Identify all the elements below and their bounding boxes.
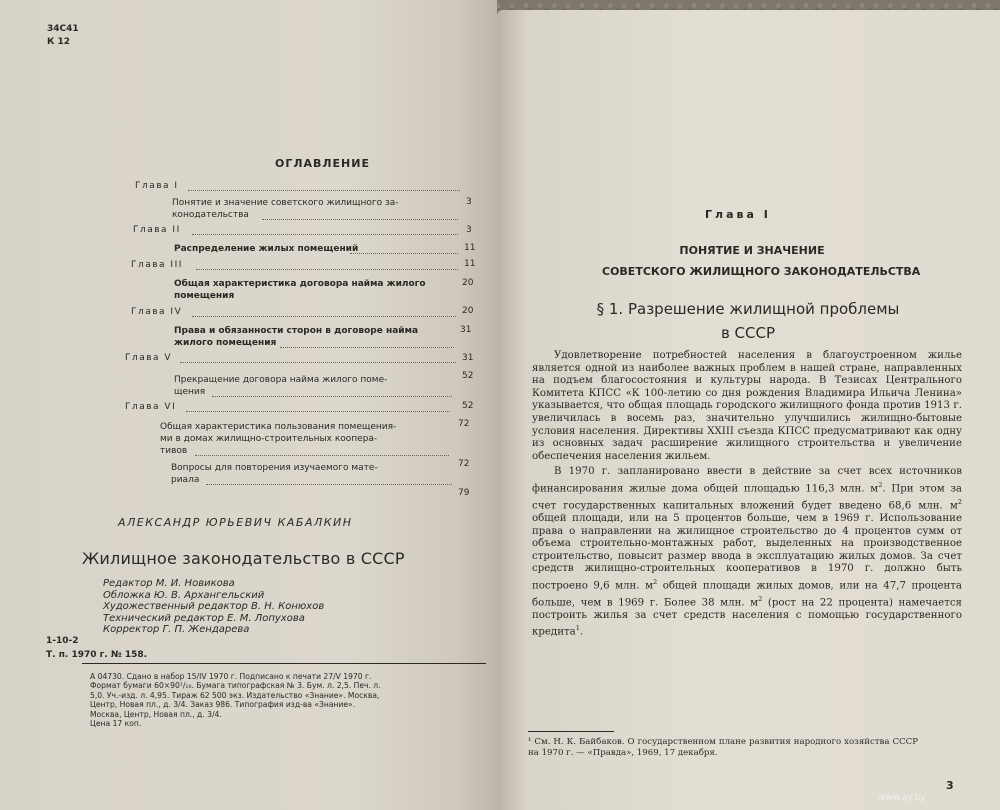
editorial-credits [103, 578, 324, 636]
toc-leader-dots [212, 396, 452, 397]
toc-item: щения [174, 387, 206, 397]
toc-item: Права и обязанности сторон в договоре найма [174, 326, 419, 336]
toc-chapter: Глава I [135, 181, 179, 191]
toc-item: тивов [160, 446, 188, 456]
chapter-title-line: СОВЕТСКОГО ЖИЛИЩНОГО ЗАКОНОДАТЕЛЬСТВА [602, 265, 921, 278]
toc-leader-dots [188, 190, 460, 191]
toc-item: ми в домах жилищно-строительных коопера- [160, 434, 378, 444]
toc-leader-dots [350, 253, 458, 254]
toc-leader-dots [195, 455, 449, 456]
author-mark: К 12 [47, 37, 71, 47]
classification-code: 34С41 [47, 24, 79, 34]
toc-chapter: Глава IV [131, 307, 183, 317]
toc-page-number: 11 [464, 259, 476, 269]
toc-leader-dots [192, 316, 456, 317]
index-mark: 1-10-2 [46, 636, 79, 646]
plan-mark: Т. п. 1970 г. № 158. [46, 650, 148, 660]
chapter-title [602, 240, 921, 282]
credit-line: Технический редактор Е. М. Лопухова [103, 612, 305, 624]
imprint-line: А 04730. Сдано в набор 15/IV 1970 г. Подписано к печати 27/V 1970 г. [90, 672, 372, 681]
toc-chapter: Глава VI [125, 402, 177, 412]
body-text [532, 350, 962, 639]
toc-item: Общая характеристика договора найма жилого [174, 279, 426, 289]
imprint-block [90, 672, 381, 728]
toc-leader-dots [262, 219, 458, 220]
toc-item: Вопросы для повторения изучаемого мате- [171, 463, 378, 473]
toc-item: риала [171, 475, 200, 485]
imprint-line: 5,0. Уч.-изд. л. 4,95. Тираж 62 500 экз. Издательство «Знание». Москва, [90, 690, 380, 700]
imprint-line: Формат бумаги 60×90¹/₁₆. Бумага типографская № 3. Бум. л. 2,5. Печ. л. [90, 681, 381, 691]
chapter-label: Глава I [705, 208, 771, 221]
toc-item: Общая характеристика пользования помещения- [160, 422, 397, 432]
toc-page-number: 79 [458, 488, 470, 498]
toc-page-number: 31 [462, 353, 474, 363]
toc-leader-dots [180, 362, 456, 363]
section-title [548, 297, 948, 345]
toc-leader-dots [196, 269, 458, 270]
toc-leader-dots [186, 411, 450, 412]
imprint-line: Центр, Новая пл., д. 3/4. Заказ 986. Типография изд-ва «Знание». [90, 700, 356, 710]
imprint-line: Москва, Центр, Новая пл., д. 3/4. [90, 709, 222, 719]
credit-line: Корректор Г. П. Жендарева [103, 624, 250, 635]
toc-chapter: Глава II [133, 225, 181, 235]
credit-line: Художественный редактор В. Н. Конюхов [103, 601, 325, 612]
page-number: 3 [946, 779, 954, 792]
imprint-rule [82, 663, 486, 664]
toc-leader-dots [206, 484, 452, 485]
footnote-ref: 1 [575, 624, 580, 633]
toc-page-number: 52 [462, 401, 474, 411]
toc-page-number: 20 [462, 278, 474, 288]
toc-chapter: Глава V [125, 353, 173, 363]
section-title-line: § 1. Разрешение жилищной проблемы [596, 300, 900, 318]
publisher-marks [46, 634, 147, 662]
toc-page-number: 3 [466, 197, 472, 207]
toc-item: жилого помещения [174, 338, 277, 348]
toc-item: конодательства [172, 210, 249, 220]
toc-page-number: 31 [460, 325, 472, 335]
left-page [0, 0, 497, 810]
credit-line: Редактор М. И. Новикова [103, 578, 235, 589]
toc-item: помещения [174, 291, 235, 301]
watermark: www.ay.by [878, 793, 926, 803]
toc-page-number: 20 [462, 306, 474, 316]
toc-page-number: 52 [462, 371, 474, 381]
toc-page-number: 3 [466, 225, 472, 235]
toc-item: Прекращение договора найма жилого поме- [174, 375, 388, 385]
chapter-title-line: ПОНЯТИЕ И ЗНАЧЕНИЕ [679, 244, 825, 257]
imprint-line: Цена 17 коп. [90, 719, 142, 729]
paragraph: В 1970 г. запланировано ввести в действие за счет всех источников финансирования жилые дома общей площадью 116,3 млн. $м^2$. При этом за счет государственных капитальных вложений будет введено 68,6 млн. $м^2$ общей площади, или на 5 процентов больше, чем в 1969 г. Использование права о направлении на жилищное строительство до 4 процентов сумм от объема строительно-монтажных работ, выделенных на производственное строительство, повысит размер ввода в эксплуатацию жилых домов. За счет средств жилищно-строительных кооперативов в 1970 г. должно быть построено 9,6 млн. $м^2$ общей площади жилых домов, или на 47,7 процента больше, чем в 1969 г. Более 38 млн. $м^2$ (рост на 22 процента) намечается построить жилья за счет средств населения с помощью государственного кредита$^1$. [532, 466, 963, 638]
paragraph: Удовлетворение потребностей населения в благоустроенном жилье является одной из наиболее важных проблем в нашей стране, направленных на подъем благосостояния и культуры народа. В Тезисах Центрального Комитета КПСС «К 100-летию со дня рождения Владимира Ильича Ленина» указывается, что общая площадь городского жилищного фонда против 1913 г. увеличилась в восемь раз, значительно улучшились жилищно-бытовые условия населения. Директивы XXIII съезда КПСС предусматривают как одну из основных задач расширение жилищного строительства и увеличение обеспечения населения жильем. [532, 350, 962, 462]
toc-leader-dots [192, 234, 458, 235]
toc-item: Понятие и значение советского жилищного за- [172, 198, 399, 208]
toc-title: ОГЛАВЛЕНИЕ [275, 157, 370, 170]
toc-leader-dots [280, 347, 454, 348]
toc-page-number: 72 [458, 459, 470, 469]
footnote: ¹ См. Н. К. Байбаков. О государственном плане развития народного хозяйства СССР на 1970 г. — «Правда», 1969, 17 декабря. [528, 737, 918, 758]
author-name: АЛЕКСАНДР ЮРЬЕВИЧ КАБАЛКИН [118, 516, 353, 529]
section-title-line: в СССР [720, 324, 776, 342]
toc-page-number: 72 [458, 419, 470, 429]
footnote-rule [528, 731, 614, 732]
toc-page-number: 11 [464, 243, 476, 253]
toc-item: Распределение жилых помещений [174, 244, 359, 254]
toc-chapter: Глава III [131, 260, 183, 270]
book-title: Жилищное законодательство в СССР [82, 549, 405, 568]
credit-line: Обложка Ю. В. Архангельский [103, 589, 265, 601]
